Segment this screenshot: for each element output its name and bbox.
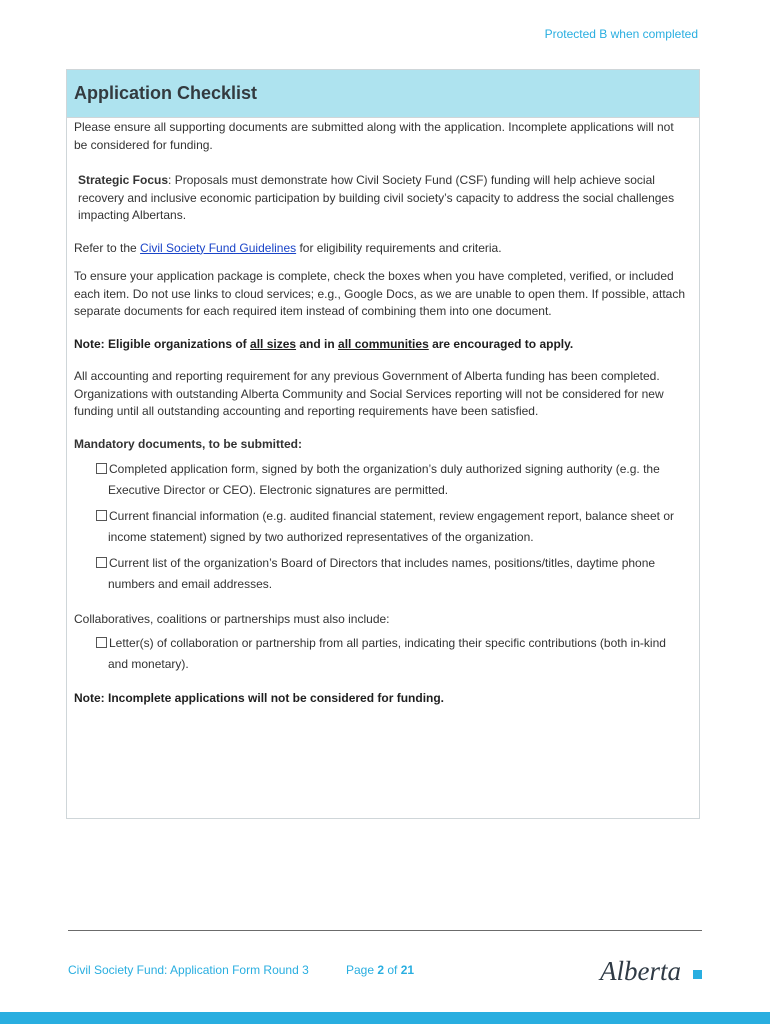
logo-wordmark: Alberta — [600, 956, 681, 986]
footer-form-name: Civil Society Fund: Application Form Round 3 — [68, 963, 309, 977]
intro-text: Please ensure all supporting documents are submitted along with the application. Incomplete applications will not be considered for funding. — [74, 120, 674, 152]
page-total: 21 — [400, 963, 415, 977]
checkbox[interactable] — [96, 557, 107, 568]
checklist-item-label: Current list of the organization’s Board of Directors that includes names, positions/titles, daytime phone numbers and email addresses. — [108, 556, 656, 591]
protected-label: Protected B when completed — [544, 27, 698, 41]
checklist-item-label: Current financial information (e.g. audited financial statement, review engagement report, balance sheet or income statement) signed by two authorized representatives of the organization. — [108, 509, 674, 544]
checklist-item — [74, 553, 689, 595]
bottom-accent-bar — [0, 1012, 770, 1024]
strategic-label: Strategic Focus — [78, 173, 169, 187]
checkbox[interactable] — [96, 510, 107, 521]
ensure-text: To ensure your application package is complete, check the boxes when you have completed, verified, or included each item. Do not use links to cloud services; e.g., Google Docs, as we are unable to open them. If possible, attach separate documents for each required item instead of combining them into one document. — [74, 269, 685, 318]
refer-text — [74, 240, 689, 258]
page-prefix: Page — [346, 963, 378, 977]
checkbox[interactable] — [96, 637, 107, 648]
checklist-item — [74, 506, 689, 548]
page-title: Application Checklist — [74, 83, 258, 103]
note1-all-communities: all communities — [338, 336, 429, 351]
checkbox[interactable] — [96, 463, 107, 474]
alberta-logo — [598, 950, 706, 995]
page-current: 2 — [377, 963, 385, 977]
note1-e: are encouraged to apply. — [428, 336, 574, 351]
refer-suffix: for eligibility requirements and criteria. — [296, 240, 502, 255]
footer-page-number — [346, 963, 414, 977]
accounting-text: All accounting and reporting requirement for any previous Government of Alberta funding has been completed. Organizations with outstanding Alberta Community and Social Services reporting will not be considered for new funding until all outstanding accounting and reporting requirements have been satisfied. — [74, 369, 664, 418]
strategic-focus — [74, 172, 689, 225]
note1-c: and in — [296, 336, 339, 351]
refer-prefix: Refer to the — [74, 240, 141, 255]
collab-heading-a: Collaboratives — [74, 612, 151, 626]
panel-header — [67, 70, 699, 118]
note1-all-sizes: all sizes — [250, 336, 297, 351]
alberta-logo-icon — [598, 950, 706, 990]
mandatory-heading: Mandatory documents, to be submitted: — [74, 436, 303, 451]
footer-divider — [68, 930, 702, 931]
guidelines-link[interactable]: Civil Society Fund Guidelines — [140, 240, 297, 255]
note1-a: Note: Eligible organizations of — [74, 336, 251, 351]
checklist-panel — [66, 69, 700, 819]
page-of: of — [384, 963, 401, 977]
collab-list — [74, 633, 689, 675]
collab-heading — [74, 611, 689, 629]
checklist-item-label: Completed application form, signed by both the organization’s duly authorized signing authority (e.g. the Executive Director or CEO). Electronic signatures are permitted. — [108, 462, 660, 497]
strategic-text: : Proposals must demonstrate how Civil Society Fund (CSF) funding will help achieve social recovery and inclusive economic participation by building civil society’s capacity to address the social challenges impacting Albertans. — [78, 173, 675, 222]
incomplete-note: Note: Incomplete applications will not be considered for funding. — [74, 690, 445, 705]
eligibility-note — [74, 336, 689, 354]
checklist-item — [74, 633, 689, 675]
panel-content — [67, 118, 699, 707]
collab-heading-b: , coalitions or partnerships must also include: — [150, 612, 390, 626]
checklist-item-label: Letter(s) of collaboration or partnership from all parties, indicating their specific contributions (both in-kind and monetary). — [108, 635, 666, 671]
checklist-item — [74, 459, 689, 501]
mandatory-list — [74, 459, 689, 595]
